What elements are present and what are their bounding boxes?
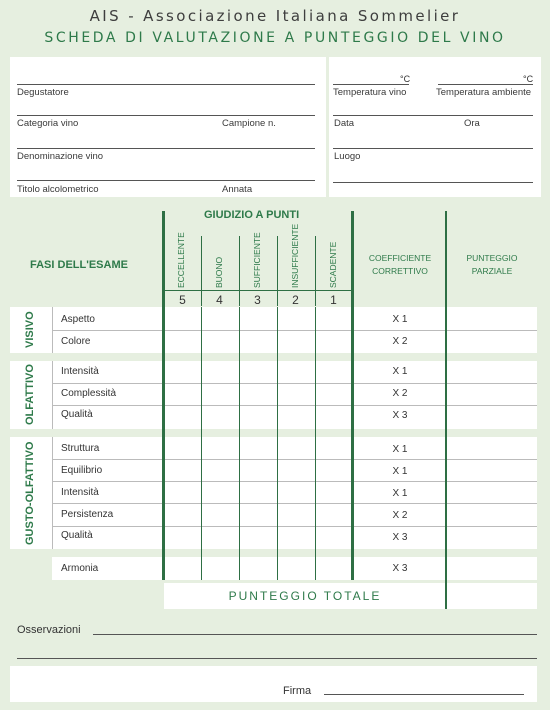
- grade-label-buono: BUONO: [214, 256, 224, 288]
- row-struttura-coef: X 1: [392, 444, 408, 455]
- temp-vino-line[interactable]: [333, 84, 409, 85]
- row-intensita-olf-label: Intensità: [61, 366, 99, 377]
- row-equilibrio-coef: X 1: [392, 466, 408, 477]
- row-complessita-label: Complessità: [61, 388, 117, 399]
- grade-points-4: 4: [216, 293, 223, 307]
- green-border-left: [162, 211, 165, 580]
- ora-label: Ora: [464, 118, 480, 129]
- label-col-sep-olfattivo: [52, 361, 53, 429]
- row-persistenza-coef: X 2: [392, 510, 408, 521]
- visivo-label: VISIVO: [24, 311, 36, 349]
- row-colore-label: Colore: [61, 336, 91, 347]
- data-label: Data: [334, 118, 355, 129]
- header-points-line: [164, 290, 353, 291]
- osservazioni-line-2[interactable]: [17, 658, 537, 659]
- grade-points-3: 3: [254, 293, 261, 307]
- titolo-line[interactable]: [17, 180, 315, 181]
- luogo-label: Luogo: [334, 151, 361, 162]
- denominazione-label: Denominazione vino: [17, 151, 104, 162]
- coefficiente-header-1: COEFFICIENTE: [368, 253, 432, 263]
- info-panel-right: [329, 57, 541, 197]
- grade-points-5: 5: [179, 293, 186, 307]
- row-complessita-coef: X 2: [392, 388, 408, 399]
- score-col-line-4: [315, 307, 316, 580]
- annata-label: Annata: [222, 184, 253, 195]
- categoria-label: Categoria vino: [17, 118, 79, 129]
- punteggio-totale-label: PUNTEGGIO TOTALE: [228, 589, 382, 603]
- osservazioni-line-1[interactable]: [93, 634, 537, 635]
- score-col-line-2: [239, 307, 240, 580]
- grade-sep-3: [277, 236, 278, 306]
- campione-label: Campione n.: [222, 118, 276, 129]
- row-equilibrio-label: Equilibrio: [61, 465, 103, 476]
- row-line-olf-1: [52, 383, 537, 384]
- row-line-gus-3: [52, 503, 537, 504]
- row-intensita-gus-label: Intensità: [61, 487, 99, 498]
- olfattivo-label: OLFATTIVO: [24, 364, 36, 426]
- score-col-line-1: [201, 307, 202, 580]
- row-struttura-label: Struttura: [61, 443, 100, 454]
- temp-ambiente-line[interactable]: [438, 84, 533, 85]
- grade-label-eccellente: ECCELLENTE: [176, 232, 186, 288]
- label-col-sep-gusto: [52, 437, 53, 549]
- grade-sep-1: [201, 236, 202, 306]
- section-armonia: [52, 557, 537, 580]
- degustatore-line[interactable]: [17, 84, 315, 85]
- row-armonia-label: Armonia: [61, 563, 99, 574]
- grade-sep-4: [315, 236, 316, 306]
- degustatore-label: Degustatore: [17, 87, 69, 98]
- fasi-header: FASI DELL'ESAME: [30, 259, 128, 271]
- row-aspetto-coef: X 1: [392, 314, 408, 325]
- row-line-gus-2: [52, 481, 537, 482]
- data-ora-line[interactable]: [333, 115, 533, 116]
- row-line-gus-4: [52, 526, 537, 527]
- luogo-line-2[interactable]: [333, 182, 533, 183]
- grade-points-1: 1: [330, 293, 337, 307]
- row-intensita-gus-coef: X 1: [392, 488, 408, 499]
- row-qualita-gus-coef: X 3: [392, 532, 408, 543]
- row-line-gus-1: [52, 459, 537, 460]
- giudizio-header: GIUDIZIO A PUNTI: [204, 209, 300, 221]
- row-colore-coef: X 2: [392, 336, 408, 347]
- grade-label-insufficiente: INSUFFICIENTE: [290, 223, 300, 288]
- form-title: AIS - Associazione Italiana Sommelier: [89, 7, 461, 25]
- grade-points-2: 2: [292, 293, 299, 307]
- punteggio-header-2: PARZIALE: [471, 266, 513, 276]
- firma-line[interactable]: [324, 694, 524, 695]
- grade-label-scadente: SCADENTE: [328, 241, 338, 288]
- score-col-line-3: [277, 307, 278, 580]
- row-qualita-olf-coef: X 3: [392, 410, 408, 421]
- titolo-label: Titolo alcolometrico: [17, 184, 99, 195]
- punteggio-header-1: PUNTEGGIO: [466, 253, 518, 263]
- row-armonia-coef: X 3: [392, 563, 408, 574]
- row-intensita-olf-coef: X 1: [392, 366, 408, 377]
- grade-label-sufficiente: SUFFICIENTE: [252, 232, 262, 288]
- temp-ambiente-unit: °C: [523, 74, 534, 84]
- temp-ambiente-label: Temperatura ambiente: [436, 87, 532, 98]
- firma-label: Firma: [283, 685, 312, 697]
- osservazioni-label: Osservazioni: [17, 624, 81, 636]
- row-line-olf-2: [52, 405, 537, 406]
- grade-sep-2: [239, 236, 240, 306]
- denominazione-line[interactable]: [17, 148, 315, 149]
- temp-vino-label: Temperatura vino: [333, 87, 407, 98]
- row-line-visivo: [52, 330, 537, 331]
- coefficiente-header-2: CORRETTIVO: [372, 266, 428, 276]
- row-persistenza-label: Persistenza: [61, 509, 114, 520]
- gusto-label: GUSTO-OLFATTIVO: [24, 441, 36, 545]
- signature-box: [10, 666, 537, 702]
- row-qualita-olf-label: Qualità: [61, 409, 93, 420]
- row-qualita-gus-label: Qualità: [61, 530, 93, 541]
- temp-vino-unit: °C: [400, 74, 411, 84]
- row-aspetto-label: Aspetto: [61, 314, 95, 325]
- luogo-line[interactable]: [333, 148, 533, 149]
- form-subtitle: SCHEDA DI VALUTAZIONE A PUNTEGGIO DEL VINO: [44, 30, 506, 46]
- categoria-line[interactable]: [17, 115, 315, 116]
